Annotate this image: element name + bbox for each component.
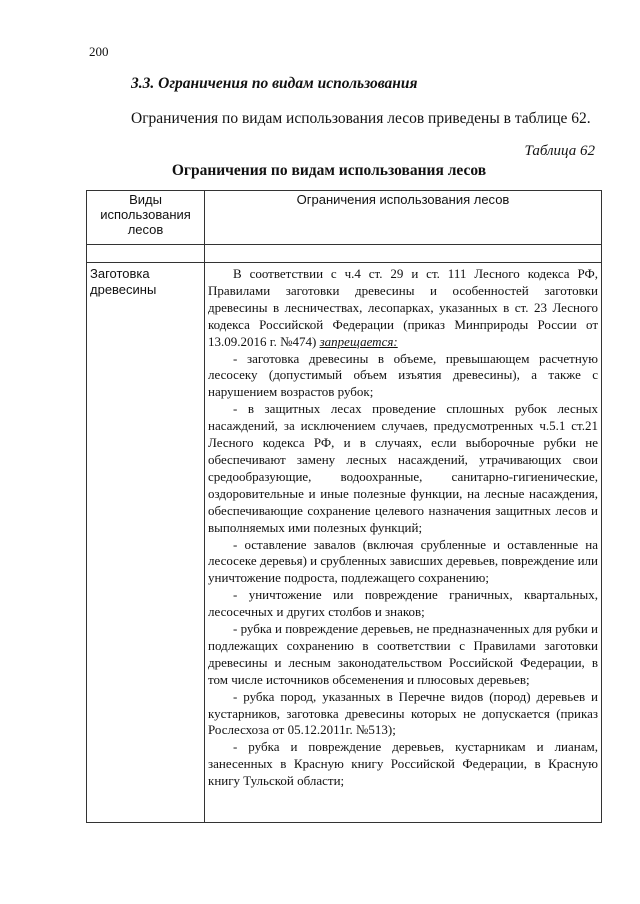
restriction-item: - рубка пород, указанных в Перечне видов (пород) деревьев и кустарников, заготовка древесины которых не допускается (приказ Рослесхоза от 05.12.2011г. №513); [208,688,598,738]
restriction-item: - уничтожение или повреждение граничных, квартальных, лесосечных и других столбов и знаков; [208,587,598,620]
table-row [87,263,602,823]
intro-paragraph: Ограничения по видам использования лесов приведены в таблице 62. [131,110,591,127]
restrictions-table [86,190,602,823]
lead-text: В соответствии с ч.4 ст. 29 и ст. 111 Лесного кодекса РФ, Правилами заготовки древесины и особенностей заготовки древесины в лесничествах, лесопарках, указанных в ст. 23 Лесного кодекса Российской Федерации (приказ Минприроды России от 13.09.2016 г. №474) [208,266,598,349]
page-number: 200 [89,44,109,59]
restriction-item: - в защитных лесах проведение сплошных рубок лесных насаждений, за исключением случаев, предусмотренных ч.5.1 ст.21 Лесного кодекса РФ, и в случаях, если выборочные рубки не обеспечивают замену лесных насаждений, утрачивающих свои средообразующие, водоохранные, санитарно-гигиенические, оздоровительные и иные полезные функции, на лесные насаждения, обеспечивающие сохранение целевого назначения защитных лесов и выполняемых ими полезных функций; [208,401,598,535]
restriction-item: - рубка и повреждение деревьев, не предназначенных для рубки и подлежащих сохранению в соответствии с Правилами заготовки древесины и лесным законодательством Российской Федерации, в том числе источников обсеменения и плюсовых деревьев; [208,621,598,687]
forbidden-label: запрещается: [319,333,398,349]
restriction-item: - оставление завалов (включая срубленные и оставленные на лесосеке деревья) и срубленных зависших деревьев, повреждение или уничтожение подроста, подлежащего сохранению; [208,536,598,586]
table-header-row [87,191,602,245]
header-restrictions: Ограничения использования лесов [205,191,602,245]
table-title: Ограничения по видам использования лесов [171,162,487,179]
header-usage-types: Виды использования лесов [87,191,205,245]
usage-kind-cell: Заготовка древесины [87,263,205,823]
section-heading: 3.3. Ограничения по видам использования [131,75,418,92]
restriction-item: - заготовка древесины в объеме, превышающем расчетную лесосеку (допустимый объем изъятия древесины), а также с нарушением возрастов рубок; [208,350,598,400]
restrictions-lead [208,266,598,351]
restriction-item: - рубка и повреждение деревьев, кустарникам и лианам, занесенных в Красную книгу Российской Федерации, в Красную книгу Тульской области; [208,739,598,789]
restrictions-cell [205,263,602,823]
table-caption: Таблица 62 [524,143,595,159]
empty-cell [205,245,602,263]
table-empty-row [87,245,602,263]
empty-cell [87,245,205,263]
